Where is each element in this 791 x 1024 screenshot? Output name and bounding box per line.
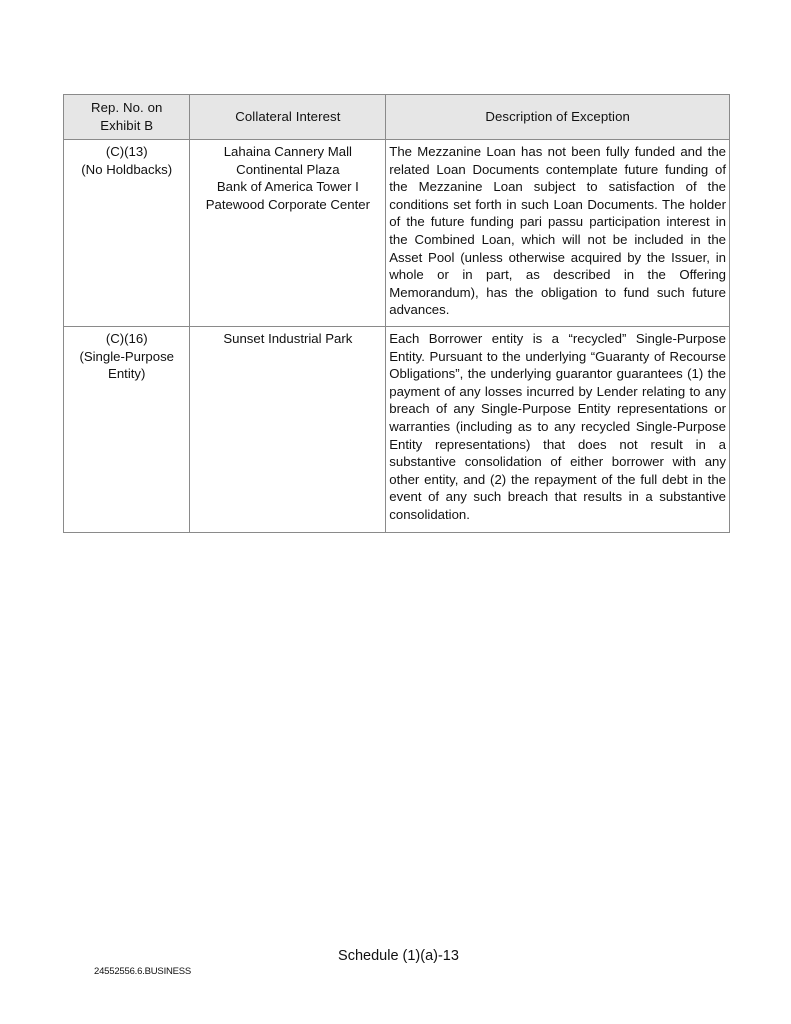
document-id: 24552556.6.BUSINESS <box>94 966 192 977</box>
description-cell: Each Borrower entity is a “recycled” Single-Purpose Entity. Pursuant to the underlying “Guaranty of Recourse Obligations”, the underlying guarantor guarantees (1) the payment of any losses incurred by Lender relating to any breach of any Single-Purpose Entity representations or warranties (including as to any recycled Single-Purpose Entity representations) that does not result in a substantive consolidation of either borrower with any other entity, and (2) the repayment of the full debt in the event of any such breach that results in a substantive consolidation. <box>386 327 730 533</box>
rep-no-line: (No Holdbacks) <box>81 161 173 177</box>
table-row <box>64 140 730 327</box>
rep-no-cell <box>64 140 190 327</box>
collateral-property: Lahaina Cannery Mall <box>223 144 352 159</box>
rep-no-line: (C)(16) <box>105 331 148 346</box>
collateral-property: Bank of America Tower I <box>216 179 359 195</box>
description-cell: The Mezzanine Loan has not been fully funded and the related Loan Documents contemplate future funding of the Mezzanine Loan subject to satisfaction of the conditions set forth in such Loan Documents. The holder of the future funding pari passu participation interest in the Combined Loan, which will not be included in the Asset Pool (unless otherwise acquired by the Issuer, in whole or in part, as described in the Offering Memorandum), has the obligation to fund such future advances. <box>386 140 730 327</box>
rep-no-line: Entity) <box>108 366 146 382</box>
table-header-row <box>64 95 730 140</box>
exceptions-table <box>63 94 730 533</box>
collateral-cell <box>190 140 386 327</box>
header-rep-no <box>64 95 190 140</box>
header-description: Description of Exception <box>386 95 730 140</box>
header-rep-no-line: Exhibit B <box>100 118 154 133</box>
header-collateral-interest: Collateral Interest <box>190 95 386 140</box>
collateral-property: Patewood Corporate Center <box>205 196 370 212</box>
header-rep-no-line: Rep. No. on <box>90 100 163 116</box>
collateral-property: Sunset Industrial Park <box>223 331 353 346</box>
collateral-cell <box>190 327 386 533</box>
rep-no-cell <box>64 327 190 533</box>
collateral-property: Continental Plaza <box>236 161 340 177</box>
schedule-page-label: Schedule (1)(a)-13 <box>338 948 459 964</box>
table-row <box>64 327 730 533</box>
rep-no-line: (Single-Purpose <box>79 348 174 364</box>
rep-no-line: (C)(13) <box>105 144 148 159</box>
